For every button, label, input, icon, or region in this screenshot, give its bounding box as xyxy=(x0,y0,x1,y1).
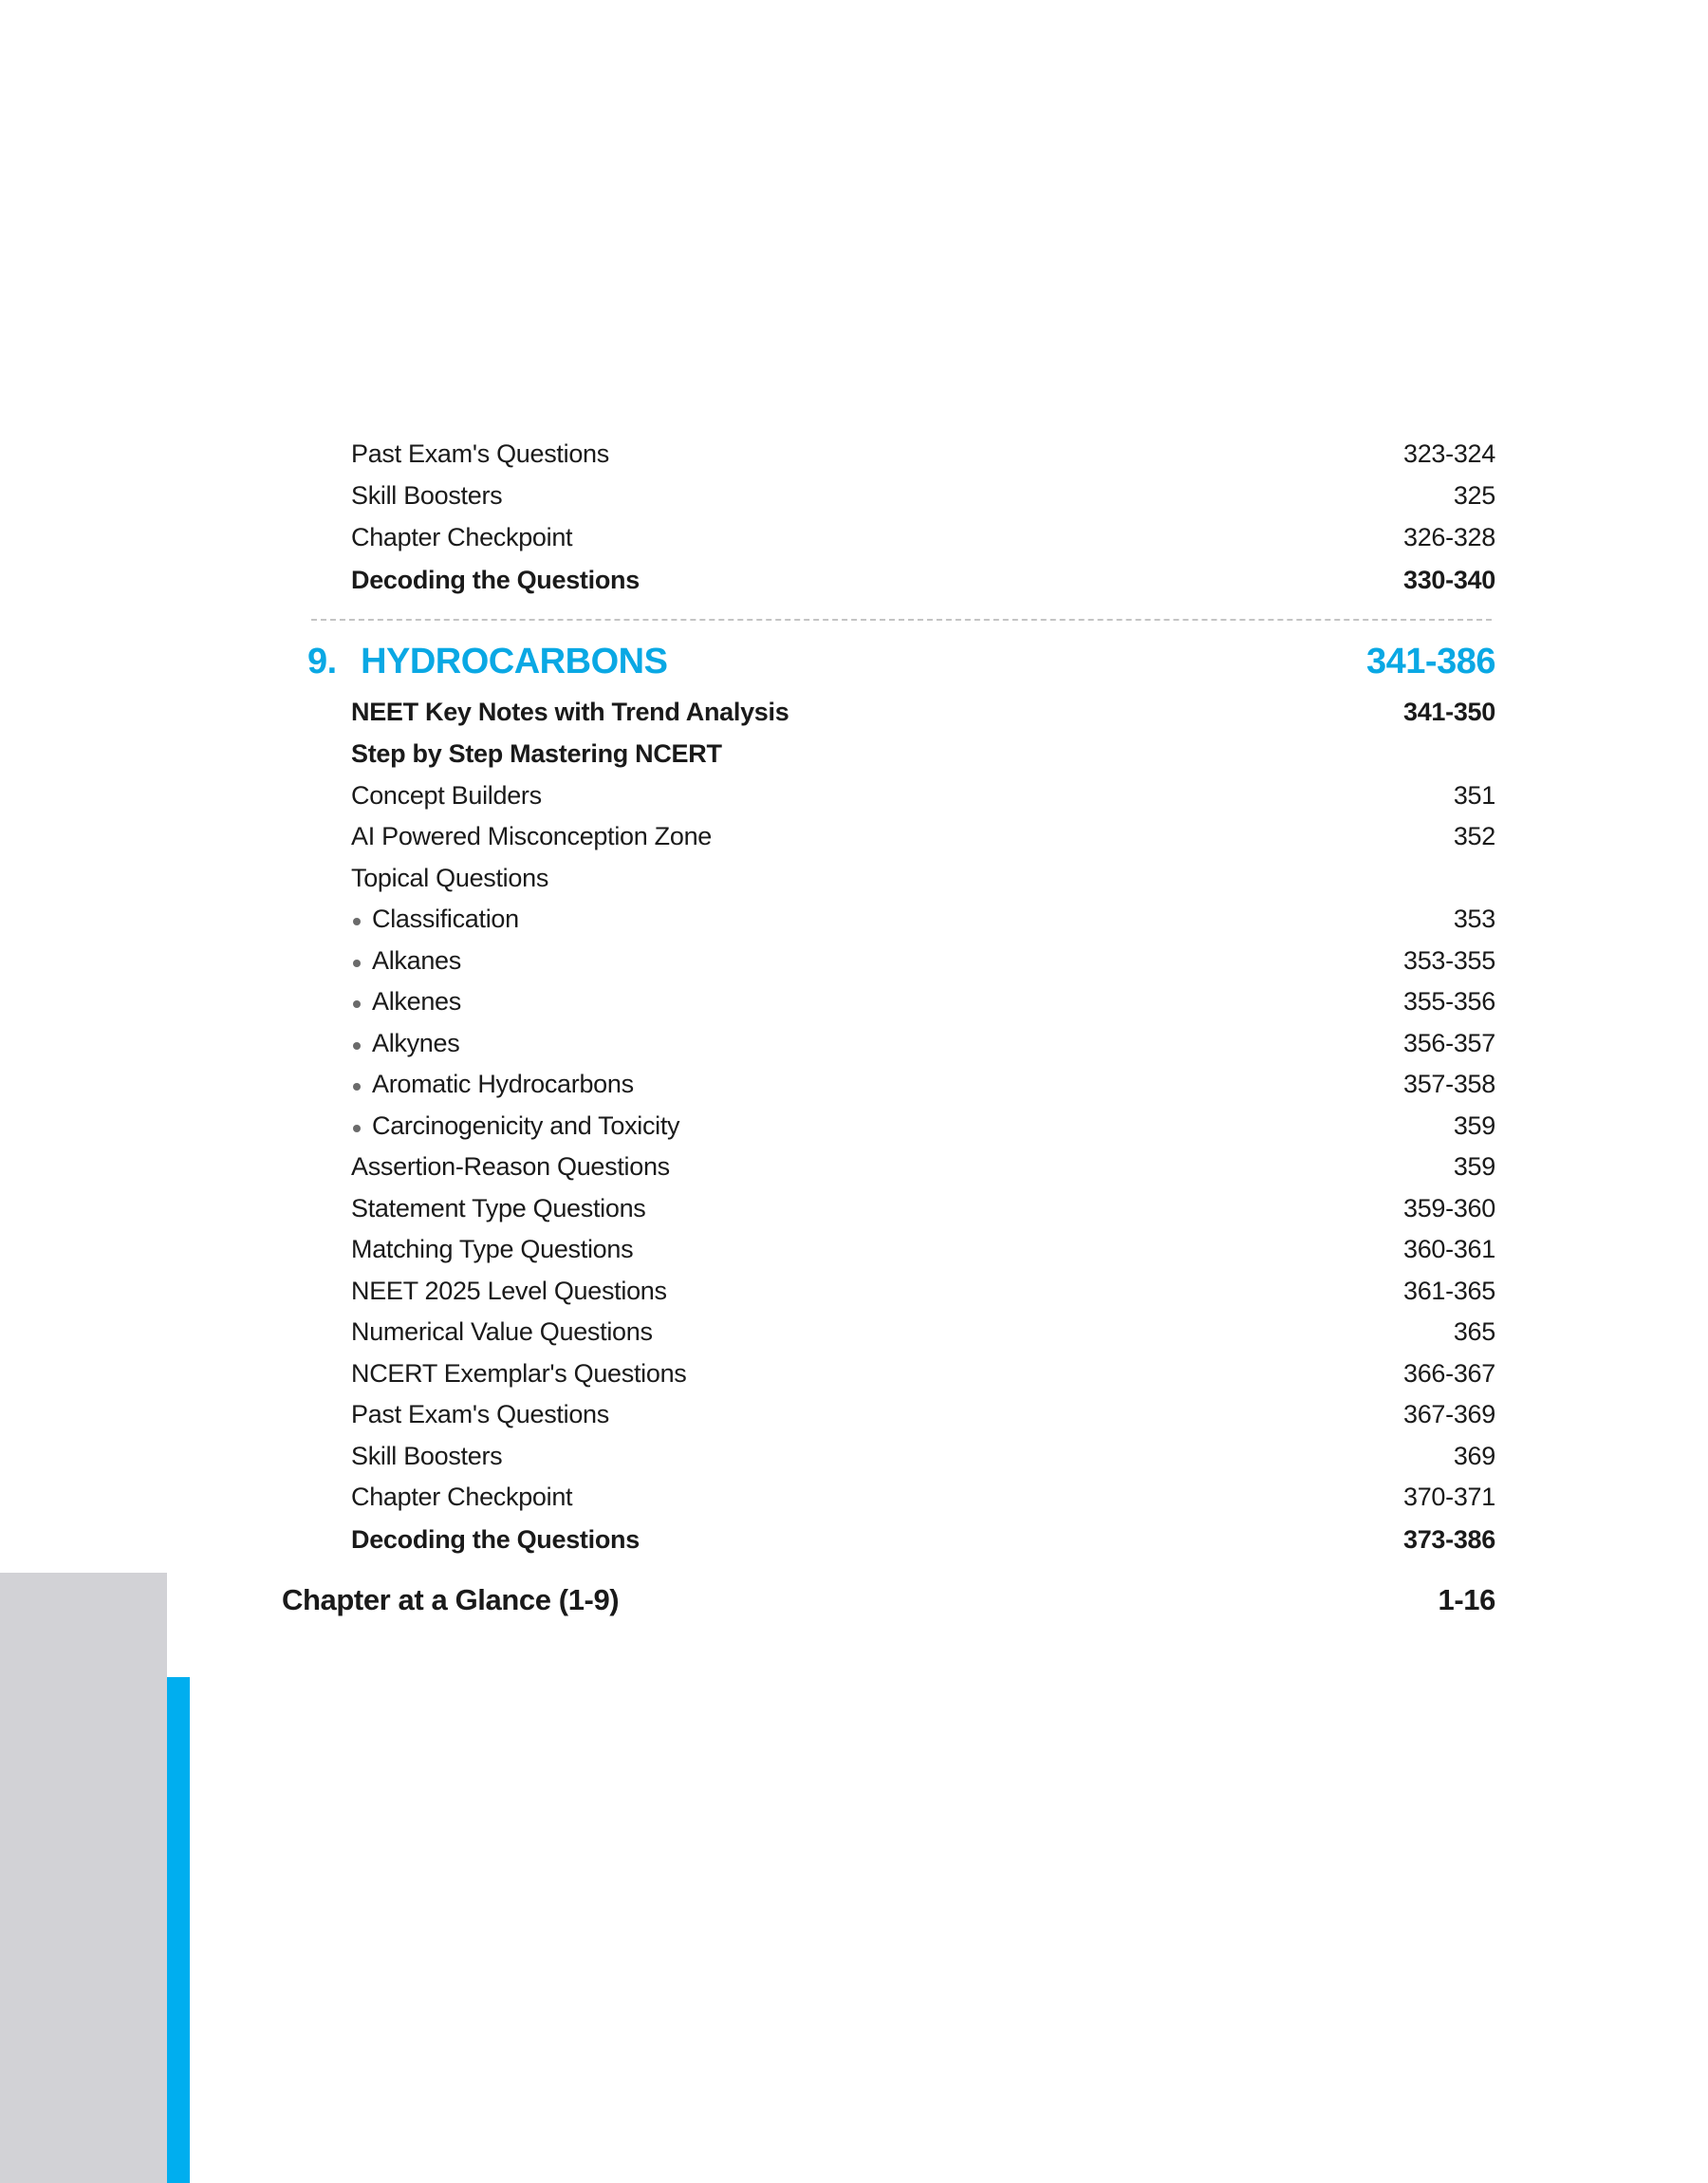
glance-pages: 1-16 xyxy=(1438,1583,1495,1616)
toc-entry-pages: 325 xyxy=(1453,480,1495,510)
toc-entry-pages: 361-365 xyxy=(1403,1276,1495,1305)
toc-entry-pages: 355-356 xyxy=(1403,986,1495,1016)
toc-entry xyxy=(351,1395,1495,1433)
section-divider xyxy=(311,619,1492,621)
toc-entry-label: Topical Questions xyxy=(351,863,549,892)
toc-entry-label: Chapter Checkpoint xyxy=(351,522,573,551)
toc-subentry xyxy=(351,1107,1495,1145)
toc-entry-label: Alkanes xyxy=(351,946,461,976)
toc-subentry xyxy=(351,1065,1495,1103)
side-tab-gray xyxy=(0,1573,167,2183)
toc-entry xyxy=(351,1230,1495,1268)
toc-entry xyxy=(351,476,1495,514)
toc-entry-label: Decoding the Questions xyxy=(351,1524,640,1554)
toc-entry-pages: 351 xyxy=(1453,780,1495,810)
toc-entry xyxy=(351,1521,1495,1558)
toc-entry-label: Aromatic Hydrocarbons xyxy=(351,1070,634,1099)
toc-subentry xyxy=(351,982,1495,1020)
toc-entry xyxy=(351,1272,1495,1310)
toc-entry xyxy=(351,776,1495,814)
side-tab-blue-bar xyxy=(167,1677,190,2183)
toc-entry xyxy=(351,1189,1495,1227)
toc-entry-label: Chapter Checkpoint xyxy=(351,1482,573,1511)
glance-label: Chapter at a Glance (1-9) xyxy=(282,1583,620,1616)
toc-entry-pages: 373-386 xyxy=(1403,1524,1495,1554)
chapter-number: 9. xyxy=(307,641,337,681)
toc-entry-label: Carcinogenicity and Toxicity xyxy=(351,1111,679,1141)
toc-entry xyxy=(351,1147,1495,1185)
toc-entry xyxy=(351,693,1495,731)
toc-entry-label: Skill Boosters xyxy=(351,1441,503,1470)
toc-entry-label: Decoding the Questions xyxy=(351,565,640,594)
toc-entry-pages: 369 xyxy=(1453,1441,1495,1470)
toc-entry-pages: 323-324 xyxy=(1403,438,1495,468)
toc-entry-label: NEET 2025 Level Questions xyxy=(351,1276,667,1305)
toc-entry-pages: 353-355 xyxy=(1403,945,1495,975)
toc-entry-pages: 326-328 xyxy=(1403,522,1495,551)
toc-entry xyxy=(351,817,1495,855)
toc-entry-label: Alkynes xyxy=(351,1029,459,1058)
toc-entry-pages: 353 xyxy=(1453,904,1495,933)
toc-entry-pages: 330-340 xyxy=(1403,565,1495,594)
toc-entry-pages: 356-357 xyxy=(1403,1028,1495,1057)
toc-entry-label: Matching Type Questions xyxy=(351,1234,634,1263)
toc-entry xyxy=(351,1437,1495,1475)
chapter-title-group xyxy=(307,642,667,682)
toc-entry xyxy=(351,435,1495,473)
chapter-heading xyxy=(307,638,1495,685)
toc-entry xyxy=(351,518,1495,556)
toc-entry-label: Assertion-Reason Questions xyxy=(351,1151,670,1181)
toc-entry xyxy=(351,561,1495,599)
toc-entry-label: NEET Key Notes with Trend Analysis xyxy=(351,697,789,726)
toc-entry-pages: 359-360 xyxy=(1403,1193,1495,1222)
toc-entry xyxy=(351,735,1495,773)
toc-entry-pages: 370-371 xyxy=(1403,1482,1495,1511)
toc-entry-label: AI Powered Misconception Zone xyxy=(351,821,713,850)
toc-entry-pages: 352 xyxy=(1453,821,1495,850)
toc-entry-label: NCERT Exemplar's Questions xyxy=(351,1358,687,1388)
toc-entry-label: Skill Boosters xyxy=(351,480,503,510)
toc-entry-label: Classification xyxy=(351,905,519,934)
toc-entry xyxy=(351,859,1495,897)
toc-entry-pages: 367-369 xyxy=(1403,1399,1495,1428)
toc-subentry xyxy=(351,1024,1495,1062)
toc-entry xyxy=(351,1478,1495,1516)
toc-entry-pages: 359 xyxy=(1453,1110,1495,1140)
toc-entry-pages: 359 xyxy=(1453,1151,1495,1181)
toc-entry-pages: 360-361 xyxy=(1403,1234,1495,1263)
toc-entry-label: Numerical Value Questions xyxy=(351,1316,653,1346)
toc-entry-label: Past Exam's Questions xyxy=(351,438,609,468)
chapter-title: HYDROCARBONS xyxy=(361,641,668,681)
toc-entry-label: Concept Builders xyxy=(351,780,542,810)
chapter-pages: 341-386 xyxy=(1366,641,1495,681)
toc-entry-label: Alkenes xyxy=(351,987,461,1017)
toc-entry xyxy=(351,1354,1495,1392)
toc-subentry xyxy=(351,942,1495,980)
toc-entry-label: Statement Type Questions xyxy=(351,1193,646,1222)
toc-entry-pages: 365 xyxy=(1453,1316,1495,1346)
toc-entry-pages: 341-350 xyxy=(1403,697,1495,726)
toc-entry-pages: 357-358 xyxy=(1403,1069,1495,1098)
toc-entry-label: Past Exam's Questions xyxy=(351,1399,609,1428)
chapter-at-a-glance xyxy=(282,1579,1495,1621)
toc-entry xyxy=(351,1313,1495,1351)
toc-subentry xyxy=(351,900,1495,938)
toc-entry-pages: 366-367 xyxy=(1403,1358,1495,1388)
toc-entry-label: Step by Step Mastering NCERT xyxy=(351,738,722,768)
